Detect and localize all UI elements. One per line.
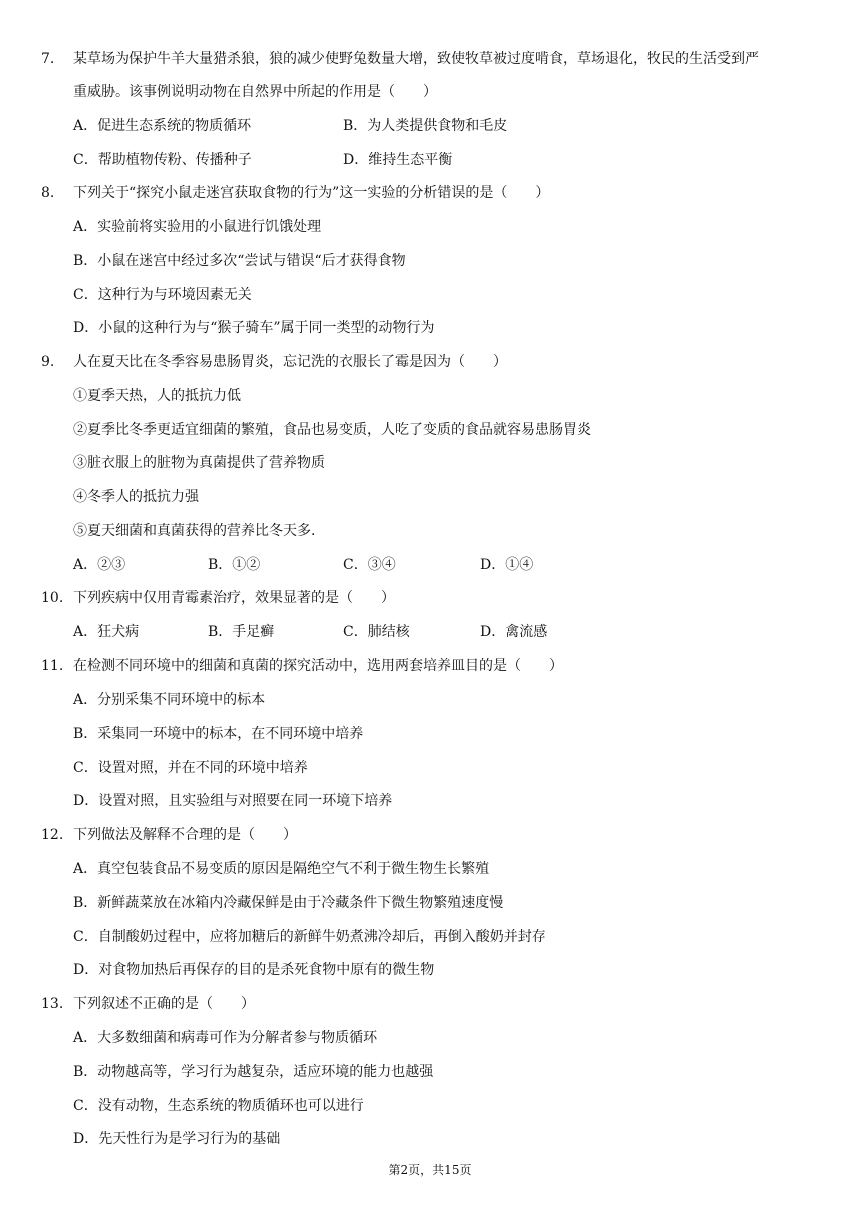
question-text: 在检测不同环境中的细菌和真菌的探究活动中，选用两套培养皿目的是（ ） bbox=[73, 658, 563, 674]
question-number: 7. bbox=[41, 51, 55, 67]
option-c: C．这种行为与环境因素无关 bbox=[73, 287, 252, 303]
statement-1: ①夏季天热，人的抵抗力低 bbox=[73, 388, 241, 404]
question-number: 8. bbox=[41, 185, 55, 201]
question-text: 下列关于“探究小鼠走迷宫获取食物的行为”这一实验的分析错误的是（ ） bbox=[73, 185, 550, 201]
question-text: 下列做法及解释不合理的是（ ） bbox=[73, 827, 297, 843]
option-a: A．实验前将实验用的小鼠进行饥饿处理 bbox=[73, 219, 322, 235]
question-number: 12. bbox=[41, 827, 64, 843]
statement-3: ③脏衣服上的脏物为真菌提供了营养物质 bbox=[73, 455, 325, 471]
option-b: B．①② bbox=[208, 557, 261, 573]
option-a: A．②③ bbox=[73, 557, 126, 573]
question-number: 10. bbox=[41, 590, 64, 606]
option-d: D．对食物加热后再保存的目的是杀死食物中原有的微生物 bbox=[73, 962, 435, 978]
statement-2: ②夏季比冬季更适宜细菌的繁殖，食品也易变质，人吃了变质的食品就容易患肠胃炎 bbox=[73, 422, 591, 438]
option-a: A．真空包装食品不易变质的原因是隔绝空气不利于微生物生长繁殖 bbox=[73, 861, 490, 877]
option-c: C．自制酸奶过程中，应将加糖后的新鲜牛奶煮沸冷却后，再倒入酸奶并封存 bbox=[73, 929, 546, 945]
page-footer: 第2页，共15页 bbox=[388, 1163, 472, 1177]
option-a: A．大多数细菌和病毒可作为分解者参与物质循环 bbox=[73, 1030, 378, 1046]
option-b: B．新鲜蔬菜放在冰箱内冷藏保鲜是由于冷藏条件下微生物繁殖速度慢 bbox=[73, 895, 504, 911]
option-d: D．先天性行为是学习行为的基础 bbox=[73, 1131, 281, 1147]
option-b: B．动物越高等，学习行为越复杂，适应环境的能力也越强 bbox=[73, 1064, 434, 1080]
question-text: 人在夏天比在冬季容易患肠胃炎，忘记洗的衣服长了霉是因为（ ） bbox=[73, 354, 507, 370]
option-a: A．分别采集不同环境中的标本 bbox=[73, 692, 266, 708]
option-d: D．设置对照，且实验组与对照要在同一环境下培养 bbox=[73, 793, 393, 809]
option-d: D．①④ bbox=[480, 557, 534, 573]
statement-4: ④冬季人的抵抗力强 bbox=[73, 489, 199, 505]
option-c: C．帮助植物传粉、传播种子 bbox=[73, 152, 252, 168]
question-number: 9. bbox=[41, 354, 55, 370]
option-d: D．小鼠的这种行为与“猴子骑车”属于同一类型的动物行为 bbox=[73, 320, 435, 336]
question-number: 11. bbox=[41, 658, 64, 674]
option-b: B．为人类提供食物和毛皮 bbox=[343, 118, 508, 134]
option-d: D．禽流感 bbox=[480, 624, 548, 640]
question-text-continued: 重威胁。该事例说明动物在自然界中所起的作用是（ ） bbox=[73, 84, 437, 100]
option-c: C．肺结核 bbox=[343, 624, 410, 640]
question-number: 13. bbox=[41, 996, 64, 1012]
option-c: C．没有动物，生态系统的物质循环也可以进行 bbox=[73, 1098, 364, 1114]
option-d: D．维持生态平衡 bbox=[343, 152, 453, 168]
statement-5: ⑤夏天细菌和真菌获得的营养比冬天多. bbox=[73, 523, 316, 539]
option-c: C．设置对照，并在不同的环境中培养 bbox=[73, 760, 308, 776]
question-text: 下列疾病中仅用青霉素治疗，效果显著的是（ ） bbox=[73, 590, 395, 606]
option-b: B．手足癣 bbox=[208, 624, 275, 640]
option-a: A．狂犬病 bbox=[73, 624, 140, 640]
option-a: A．促进生态系统的物质循环 bbox=[73, 118, 252, 134]
option-c: C．③④ bbox=[343, 557, 396, 573]
option-b: B．小鼠在迷宫中经过多次“尝试与错误“后才获得食物 bbox=[73, 253, 406, 269]
question-text: 某草场为保护牛羊大量猎杀狼，狼的减少使野兔数量大增，致使牧草被过度啃食，草场退化，牧民的生活受到严 bbox=[73, 51, 759, 67]
question-text: 下列叙述不正确的是（ ） bbox=[73, 996, 255, 1012]
option-b: B．采集同一环境中的标本，在不同环境中培养 bbox=[73, 726, 364, 742]
